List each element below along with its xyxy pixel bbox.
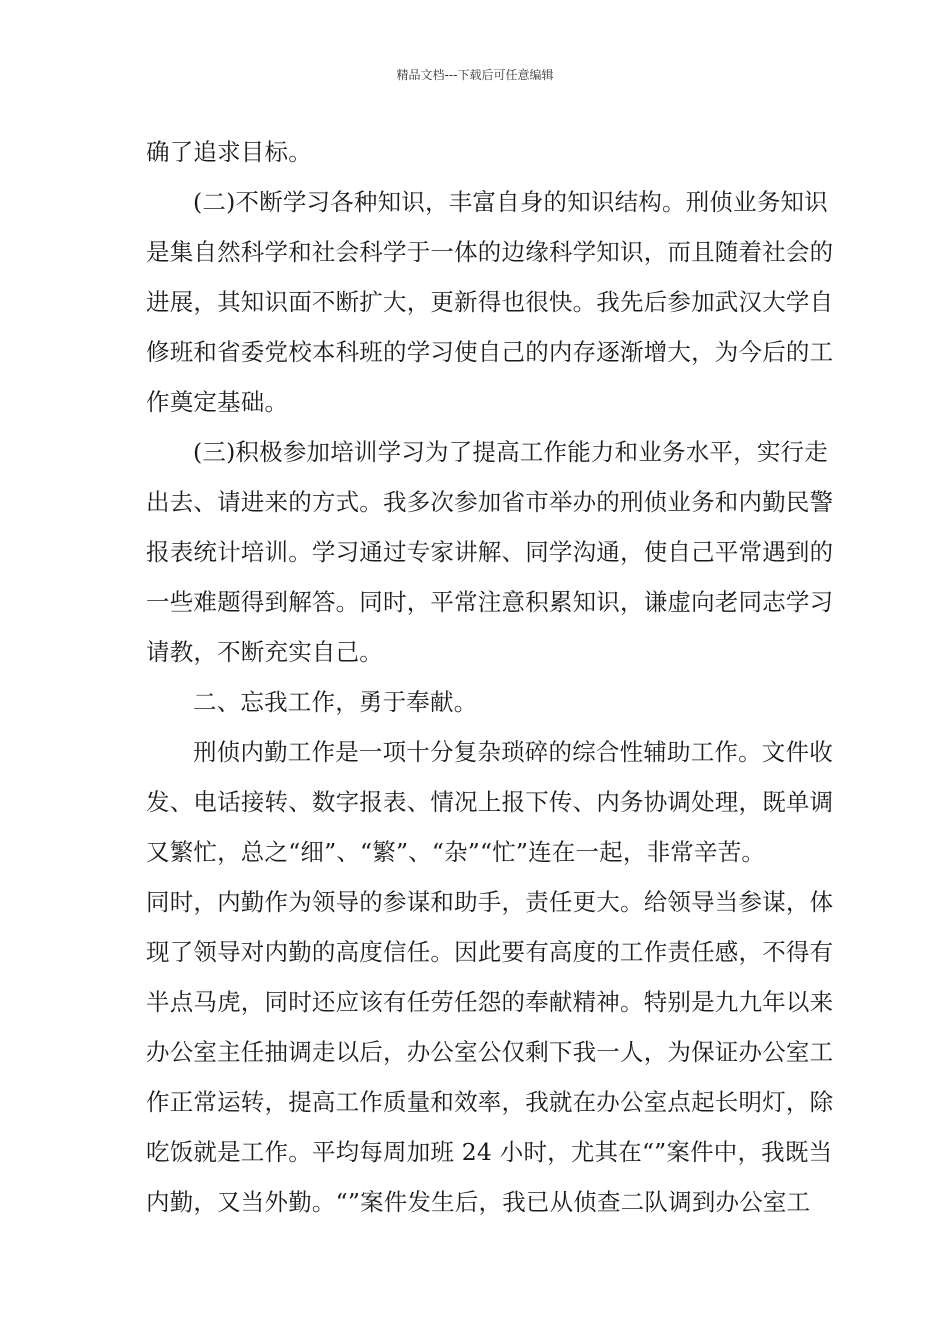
text-line: (三)积极参加培训学习为了提高工作能力和业务水平，实行走 bbox=[193, 438, 828, 466]
text-line: 发、电话接转、数字报表、情况上报下传、内务协调处理，既单调 bbox=[146, 788, 834, 816]
document-body bbox=[146, 132, 834, 1232]
text-line: 报表统计培训。学习通过专家讲解、同学沟通，使自己平常遇到的 bbox=[146, 538, 834, 566]
text-line: 刑侦内勤工作是一项十分复杂琐碎的综合性辅助工作。文件收 bbox=[193, 738, 833, 766]
text-line: 确了追求目标。 bbox=[146, 138, 312, 166]
text-line: 办公室主任抽调走以后，办公室公仅剩下我一人，为保证办公室工 bbox=[146, 1038, 834, 1066]
section-heading: 二、忘我工作，勇于奉献。 bbox=[193, 688, 478, 716]
text-line: 吃饭就是工作。平均每周加班 24 小时，尤其在“”案件中，我既当 bbox=[146, 1138, 833, 1166]
text-line: 又繁忙，总之“细”、“繁”、“杂”“忙”连在一起，非常辛苦。 bbox=[146, 838, 766, 866]
text-line: 是集自然科学和社会科学于一体的边缘科学知识，而且随着社会的 bbox=[146, 238, 834, 266]
text-line: 作奠定基础。 bbox=[146, 388, 289, 416]
text-line: 请教，不断充实自己。 bbox=[146, 638, 383, 666]
text-line: 同时，内勤作为领导的参谋和助手，责任更大。给领导当参谋，体 bbox=[146, 888, 834, 916]
text-line: 修班和省委党校本科班的学习使自己的内存逐渐增大，为今后的工 bbox=[146, 338, 834, 366]
page-header: 精品文档---下载后可任意编辑 bbox=[396, 68, 554, 82]
text-line: (二)不断学习各种知识，丰富自身的知识结构。刑侦业务知识 bbox=[193, 188, 828, 216]
text-line: 半点马虎，同时还应该有任劳任怨的奉献精神。特别是九九年以来 bbox=[146, 988, 834, 1016]
text-line: 内勤，又当外勤。“”案件发生后，我已从侦查二队调到办公室工 bbox=[146, 1188, 811, 1216]
text-line: 作正常运转，提高工作质量和效率，我就在办公室点起长明灯，除 bbox=[146, 1088, 834, 1116]
text-line: 进展，其知识面不断扩大，更新得也很快。我先后参加武汉大学自 bbox=[146, 288, 834, 316]
text-line: 出去、请进来的方式。我多次参加省市举办的刑侦业务和内勤民警 bbox=[146, 488, 834, 516]
text-line: 一些难题得到解答。同时，平常注意积累知识，谦虚向老同志学习 bbox=[146, 588, 834, 616]
text-line: 现了领导对内勤的高度信任。因此要有高度的工作责任感，不得有 bbox=[146, 938, 834, 966]
